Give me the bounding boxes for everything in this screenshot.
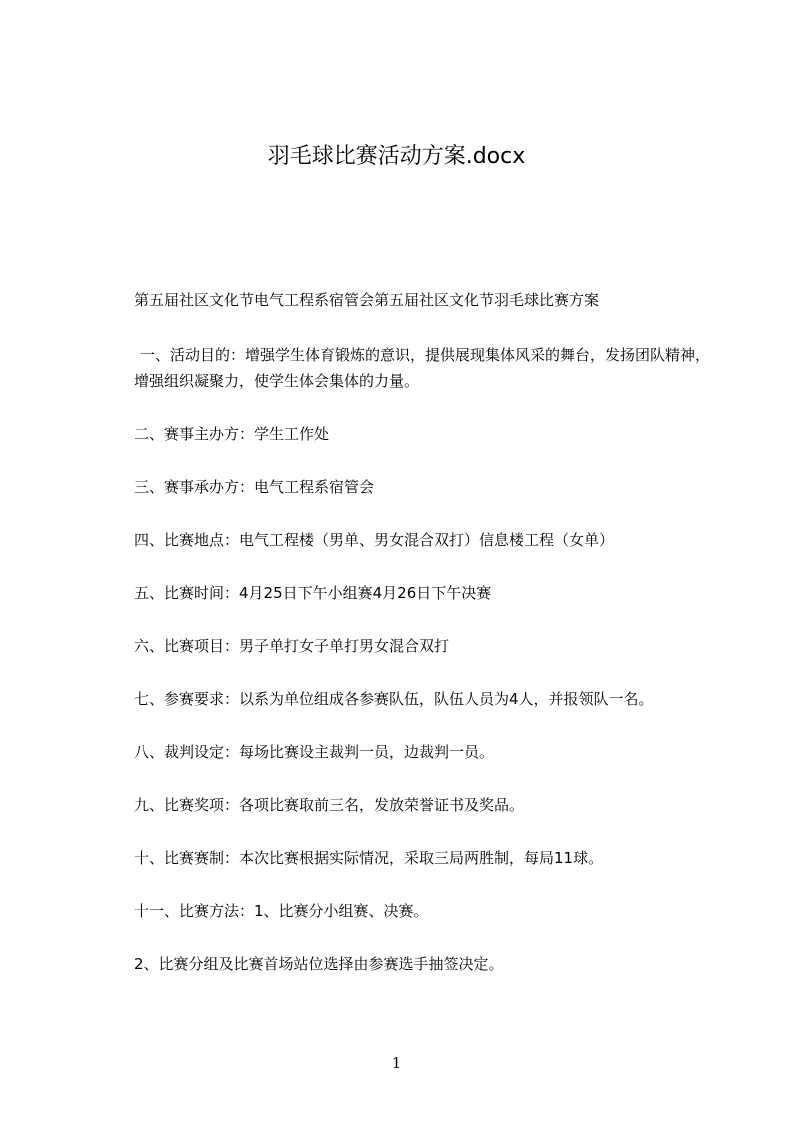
paragraph-method: 十一、比赛方法：1、比赛分小组赛、决赛。 xyxy=(134,902,429,920)
paragraph-referees: 八、裁判设定：每场比赛设主裁判一员，边裁判一员。 xyxy=(134,743,495,761)
document-title: 羽毛球比赛活动方案.docx xyxy=(267,144,526,169)
paragraph-venue: 四、比赛地点：电气工程楼（男单、男女混合双打）信息楼工程（女单） xyxy=(134,531,615,549)
paragraph-host: 三、赛事承办方：电气工程系宿管会 xyxy=(134,478,375,496)
page-number: 1 xyxy=(391,1054,402,1072)
paragraph-time: 五、比赛时间：4月25日下午小组赛4月26日下午决赛 xyxy=(134,584,492,602)
paragraph-format: 十、比赛赛制：本次比赛根据实际情况，采取三局两胜制，每局11球。 xyxy=(134,849,604,867)
paragraph-grouping: 2、比赛分组及比赛首场站位选择由参赛选手抽签决定。 xyxy=(134,955,504,973)
paragraph-events: 六、比赛项目：男子单打女子单打男女混合双打 xyxy=(134,637,450,655)
paragraph-intro: 第五届社区文化节电气工程系宿管会第五届社区文化节羽毛球比赛方案 xyxy=(134,291,600,309)
paragraph-requirements: 七、参赛要求：以系为单位组成各参赛队伍，队伍人员为4人，并报领队一名。 xyxy=(134,690,654,708)
paragraph-purpose: 一、活动目的：增强学生体育锻炼的意识，提供展现集体风采的舞台，发扬团队精神，增强组织凝聚力，使学生体会集体的力量。 xyxy=(134,346,711,390)
paragraph-awards: 九、比赛奖项：各项比赛取前三名，发放荣誉证书及奖品。 xyxy=(134,796,525,814)
paragraph-organizer: 二、赛事主办方：学生工作处 xyxy=(134,425,330,443)
